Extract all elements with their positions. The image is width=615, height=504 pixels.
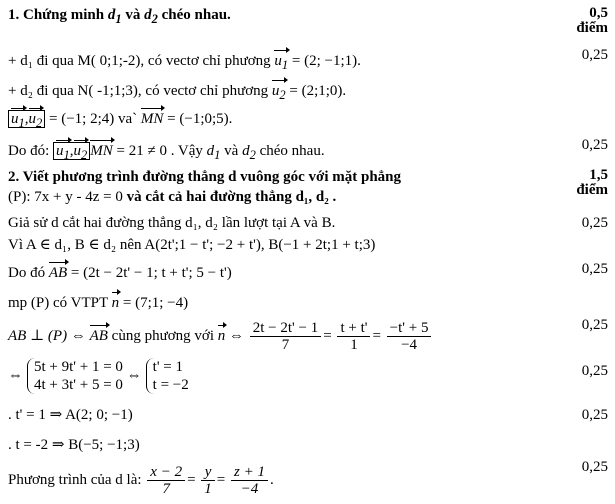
- part1-and: và: [121, 7, 145, 23]
- mn-vector: MN: [140, 111, 164, 127]
- part2-title-line2: [8, 188, 336, 206]
- step1-text: Giả sử d cắt hai đường thẳng d₁, d₂ lần lượt tại A và B.: [8, 215, 336, 231]
- final-fraction-1: $\frac{x - 2}{7}$: [147, 464, 185, 497]
- step6: [8, 358, 608, 398]
- part2-title-line1: 2. Viết phương trình đường thẳng d vuông góc với mặt phẳng: [8, 169, 402, 185]
- n-vector-2: n: [217, 327, 226, 344]
- part2-score-value: 1,5: [589, 167, 608, 183]
- fraction-2: $\frac{t + t'}{1}$: [337, 320, 370, 353]
- u2-vector: $u_2$: [271, 83, 286, 102]
- fraction-3: $\frac{-t' + 5}{-4}$: [387, 320, 432, 353]
- step4-prefix: mp (P) có VTPT: [8, 295, 108, 311]
- part1-score: [576, 6, 608, 36]
- fraction-1: $\frac{2t - 2t' - 1}{7}$: [250, 320, 321, 353]
- part1-score-unit: điểm: [576, 20, 608, 36]
- final-fraction-3: $\frac{z + 1}{-4}$: [231, 464, 268, 497]
- conclusion-prefix: Do đó:: [8, 143, 50, 159]
- line-conclusion-text: Do đó: $u_1,u_2$ MN = 21 ≠ 0 . Vậy $d_1$ và $d_2$ chéo nhau.: [8, 143, 325, 162]
- cross-product-2: $u_1,u_2$: [53, 142, 90, 160]
- result-a-score: 0,25: [581, 407, 608, 423]
- final-prefix: Phương trình của d là:: [8, 471, 142, 488]
- final-fraction-2: $\frac{y}{1}$: [201, 464, 215, 497]
- ab-vector: AB: [48, 265, 68, 281]
- plane-eq: : 7x + y - 4z = 0: [26, 189, 123, 205]
- line-d2-text: [8, 82, 346, 104]
- part2-score-unit: điểm: [576, 182, 608, 198]
- step5-text: AB ⊥ (P) ⇔ AB cùng phương với n ⇔ $\frac{2t - 2t' - 1}{7}$ = $\frac{t + t'}{1}$ = $\frac{-t' + 5}{-4}$: [8, 320, 433, 353]
- step5-parallel: cùng phương với: [111, 327, 214, 344]
- step1-score: 0,25: [581, 215, 608, 231]
- result-a-text: . t' = 1 ⇒ A(2; 0; −1): [8, 407, 133, 423]
- ab-vector-2: AB: [89, 327, 108, 344]
- n-value: = (7;1; −4): [122, 295, 189, 311]
- part1-title: [8, 6, 231, 28]
- mn-value: = (−1;0;5).: [167, 111, 233, 127]
- line-cross-text: [8, 110, 232, 132]
- mn-vector-2: MN: [90, 143, 113, 159]
- part1-title-prefix: 1. Chứng minh: [8, 7, 108, 23]
- n-vector: n: [111, 295, 120, 311]
- final-equation-text: Phương trình của d là: $\frac{x - 2}{7}$ = $\frac{y}{1}$ = $\frac{z + 1}{-4}$ .: [8, 464, 274, 497]
- d1-letter: d: [107, 7, 116, 23]
- step5-iff: ⇔: [229, 327, 244, 344]
- line-d1-desc: + d₁ đi qua M( 0;1;-2), có vectơ chỉ phương: [8, 53, 271, 69]
- step3-score: 0,25: [581, 261, 608, 277]
- d1-sub: 1: [115, 12, 122, 26]
- step2-text: Vì A ∈ d₁, B ∈ d₂ nên A(2t';1 − t'; −2 + t'), B(−1 + 2t;1 + t;3): [8, 237, 376, 253]
- triple-product: = 21 ≠ 0 . Vậy: [116, 143, 203, 159]
- cross-product: $u_1,u_2$: [8, 110, 45, 128]
- part2-score: [576, 168, 608, 198]
- step6-text: ⇔ 5t + 9t' + 1 = 0 4t + 3t' + 5 = 0 ⇔ t' = 1 t = −2: [8, 359, 189, 393]
- final-equation: [8, 460, 608, 502]
- line-d2-desc: + d₂ đi qua N( -1;1;3), có vectơ chỉ phương: [8, 83, 269, 99]
- line-d1-text: [8, 52, 361, 74]
- line-d1-score: 0,25: [581, 47, 608, 63]
- ab-value: = (2t − 2t' − 1; t + t'; 5 − t'): [70, 265, 232, 281]
- part1-score-value: 0,5: [589, 5, 608, 21]
- u1-value: = (2; −1;1).: [291, 53, 361, 69]
- u2-value: = (2;1;0).: [289, 83, 347, 99]
- part1-title-suffix: chéo nhau.: [157, 7, 231, 23]
- step5: [8, 314, 608, 354]
- line-conclusion-score: 0,25: [581, 137, 608, 153]
- step5-condition: AB ⊥ (P) ⇔: [8, 327, 86, 344]
- conclusion-suffix: chéo nhau.: [259, 143, 325, 159]
- step3-prefix: Do đó: [8, 265, 46, 281]
- step3-text: [8, 264, 232, 282]
- d2-letter: d: [144, 7, 152, 23]
- step5-score: 0,25: [581, 317, 608, 333]
- d2-sub: 2: [151, 12, 158, 26]
- step4-text: [8, 294, 188, 312]
- step6-score: 0,25: [581, 363, 608, 379]
- system-2: t' = 1 t = −2: [146, 358, 189, 394]
- plane-p: (P): [8, 189, 27, 205]
- cross-value: = (−1; 2;4) va`: [49, 111, 138, 127]
- result-b-text: . t = -2 ⇒ B(−5; −1;3): [8, 437, 140, 453]
- part2-title-suffix: và cắt cả hai đường thẳng d₁, d₂ .: [122, 189, 337, 205]
- system-1: 5t + 9t' + 1 = 0 4t + 3t' + 5 = 0: [27, 358, 123, 394]
- u1-vector: $u_1$: [274, 53, 289, 72]
- final-score: 0,25: [581, 459, 608, 475]
